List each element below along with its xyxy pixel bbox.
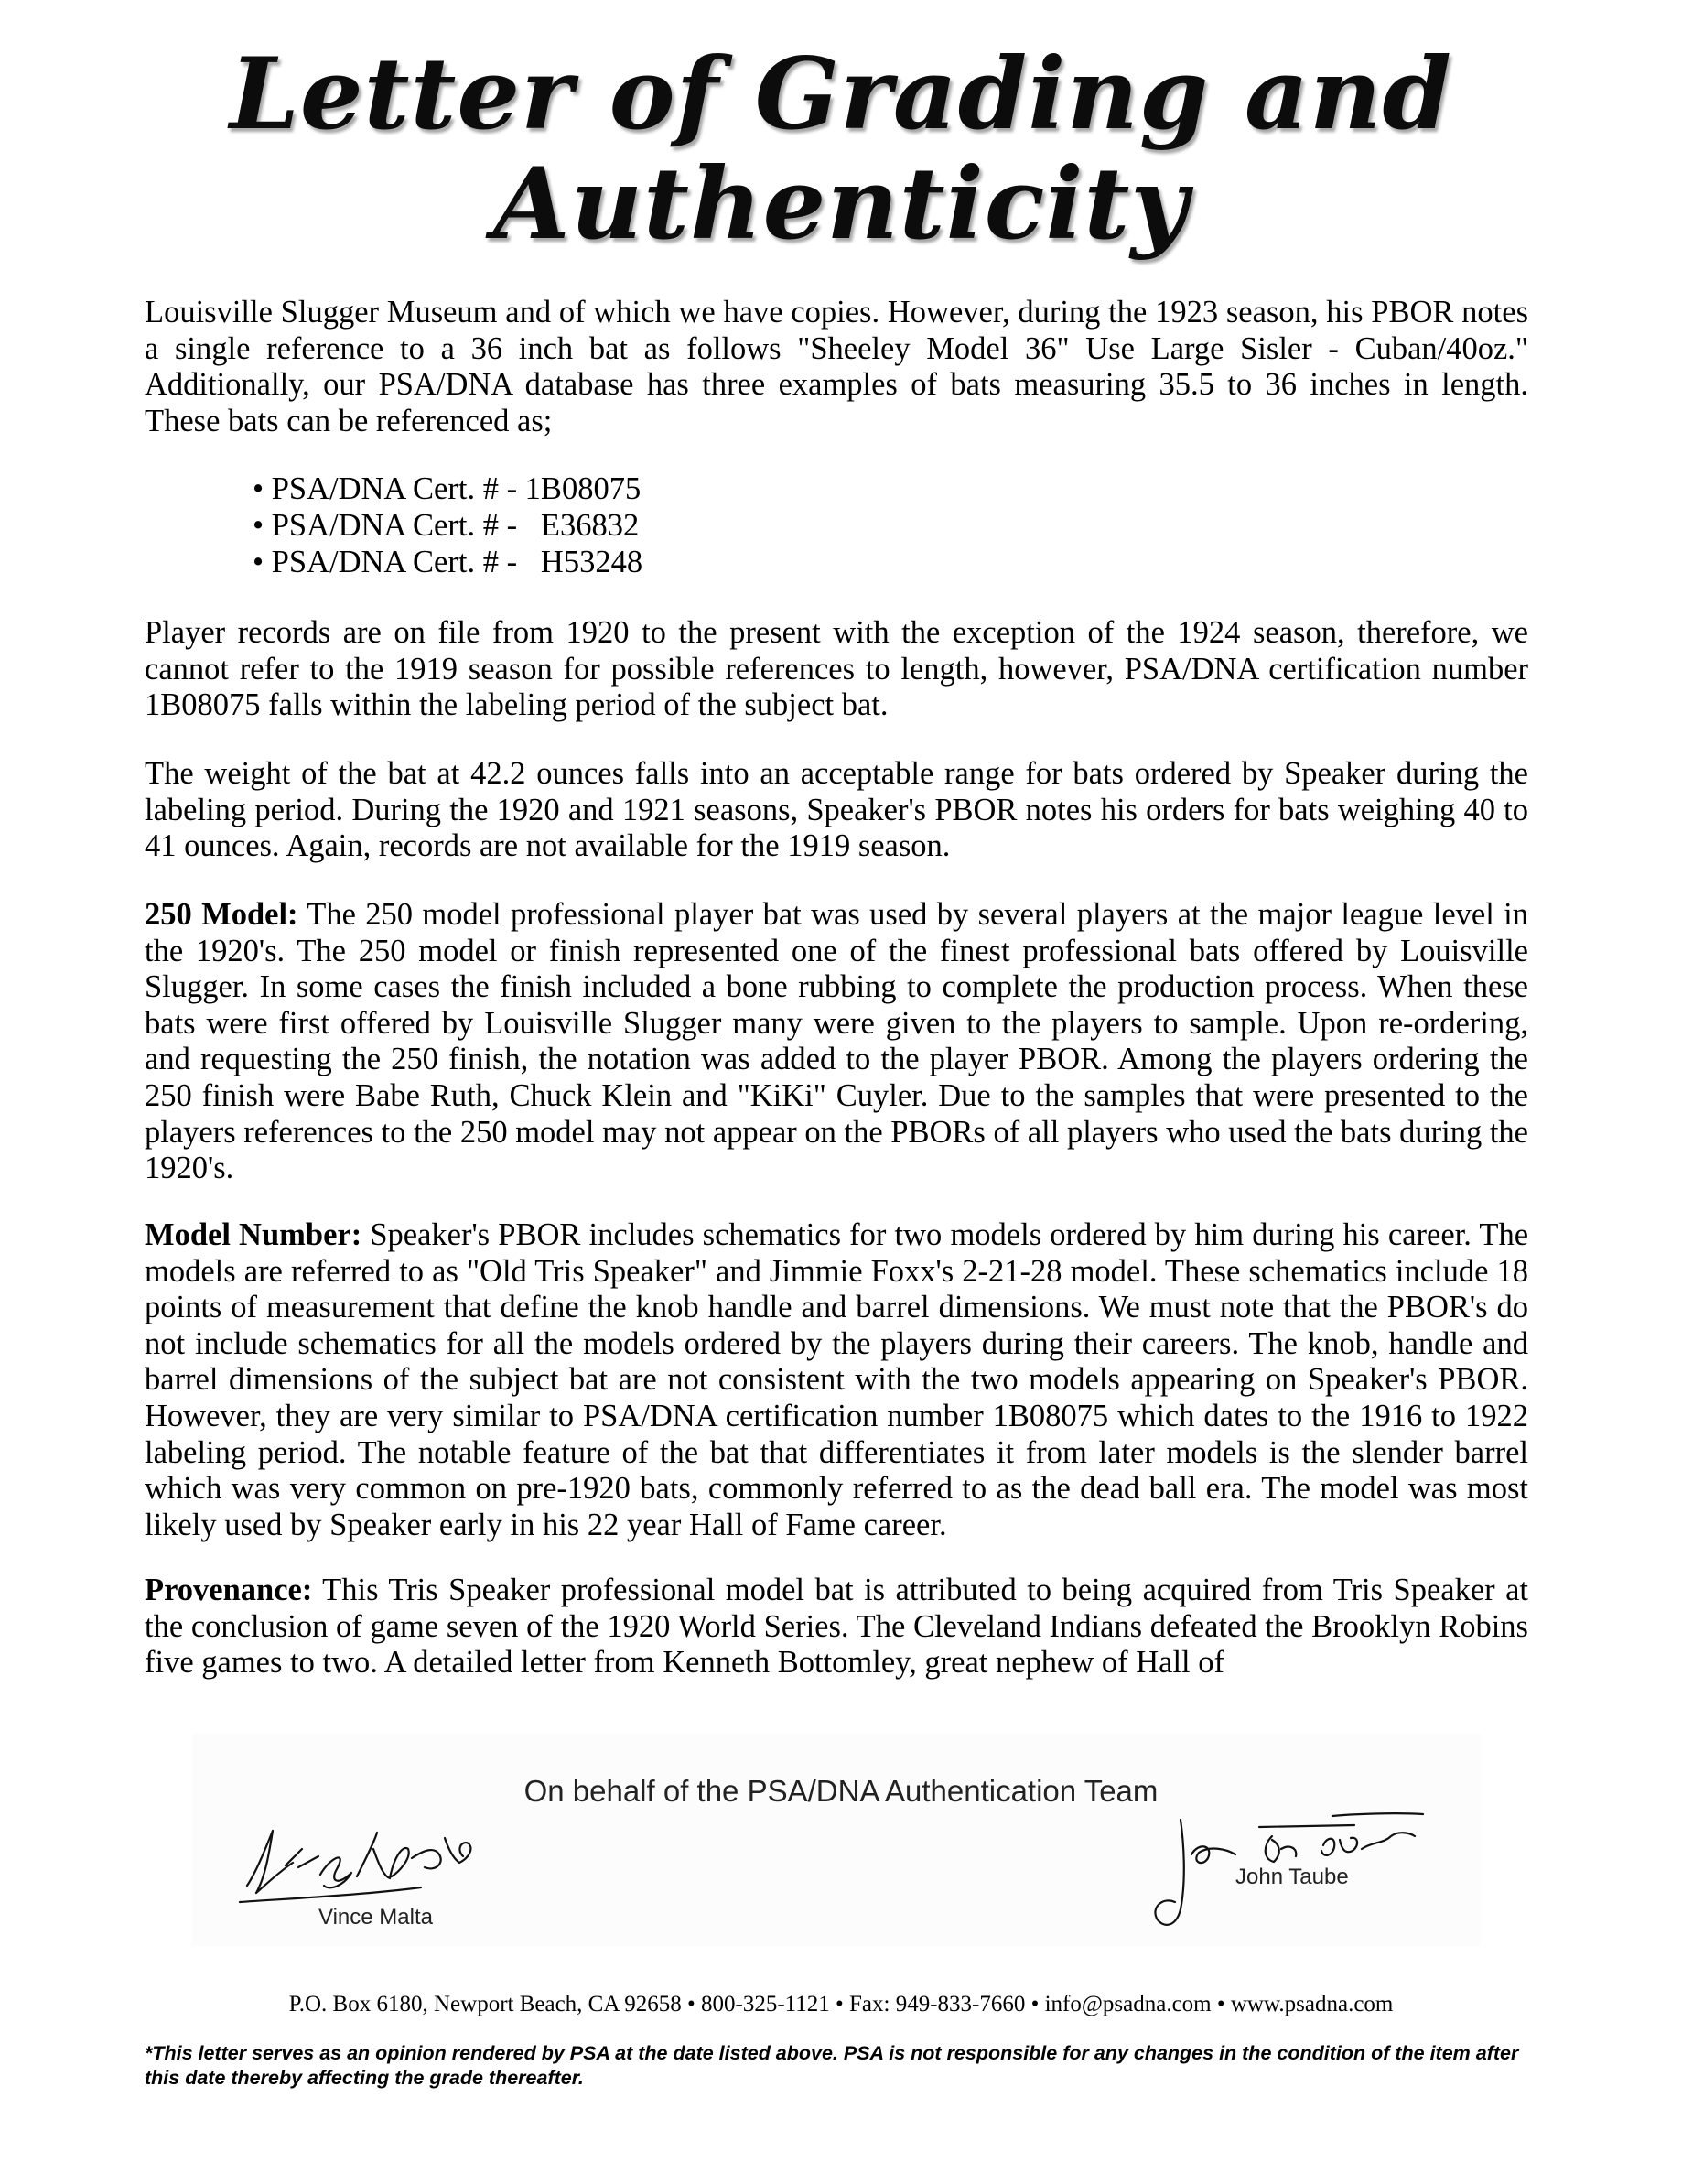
disclaimer: *This letter serves as an opinion rendered by PSA at the date listed above. PSA is not responsible for any changes in the condition of the item after this date thereby affecting the grade thereafter. [145, 2042, 1519, 2089]
cert-number-list [253, 470, 642, 580]
provenance-text: This Tris Speaker professional model bat is attributed to being acquired from Tris Speaker at the conclusion of game seven of the 1920 World Series. The Cleveland Indians defeated the Brooklyn Robins five games to two. A detailed letter from Kenneth Bottomley, great nephew of Hall of [145, 1573, 1528, 1681]
weight-paragraph: The weight of the bat at 42.2 ounces falls into an acceptable range for bats ordered by Speaker during the labeling period. During the 1920 and 1921 seasons, Speaker's PBOR notes his orders for bats weighing 40 to 41 ounces. Again, records are not available for the 1919 season. [145, 756, 1528, 864]
provenance-paragraph [145, 1573, 1528, 1681]
model-250-heading: 250 Model: [145, 897, 298, 932]
letter-title-line-2: Authenticity [492, 146, 1190, 262]
model-250-paragraph [145, 897, 1528, 1187]
letter-title-line-1: Letter of Grading and [229, 37, 1453, 152]
vince-malta-signature [229, 1822, 494, 1913]
intro-paragraph: Louisville Slugger Museum and of which we have copies. However, during the 1923 season, his PBOR notes a single reference to a 36 inch bat as follows "Sheeley Model 36" Use Large Sisler - Cuban/40oz." Additionally, our PSA/DNA database has three examples of bats measuring 35.5 to 36 inches in length. These bats can be referenced as; [145, 295, 1528, 438]
player-records-paragraph: Player records are on file from 1920 to the present with the exception of the 1924 season, therefore, we cannot refer to the 1919 season for possible references to length, however, PSA/DNA certification number 1B08075 falls within the labeling period of the subject bat. [145, 615, 1528, 723]
right-signer-name: John Taube [1235, 1865, 1349, 1889]
model-number-paragraph [145, 1217, 1528, 1543]
left-signer-name: Vince Malta [318, 1905, 433, 1930]
model-number-heading: Model Number: [145, 1217, 362, 1252]
footer-address: P.O. Box 6180, Newport Beach, CA 92658 • 800-325-1121 • Fax: 949-833-7660 • info@psadna.com • www.psadna.com [288, 1992, 1394, 2016]
list-item: • PSA/DNA Cert. # - 1B08075 [253, 471, 642, 506]
provenance-heading: Provenance: [145, 1573, 313, 1607]
list-item: • PSA/DNA Cert. # - H53248 [253, 545, 643, 579]
model-250-text: The 250 model professional player bat was used by several players at the major league level in the 1920's. The 250 model or finish represented one of the finest professional bats offered by Louisville Slugger. In some cases the finish included a bone rubbing to complete the production process. When these bats were first offered by Louisville Slugger many were given to the players to sample. Upon re-ordering, and requesting the 250 finish, the notation was added to the player PBOR. Among the players ordering the 250 finish were Babe Ruth, Chuck Klein and "KiKi" Cuyler. Due to the samples that were presented to the players references to the 250 model may not appear on the PBORs of all players who used the bats during the 1920's. [145, 897, 1528, 1186]
behalf-line: On behalf of the PSA/DNA Authentication Team [523, 1774, 1159, 1808]
list-item: • PSA/DNA Cert. # - E36832 [253, 508, 640, 543]
model-number-text: Speaker's PBOR includes schematics for two models ordered by him during his career. The models are referred to as "Old Tris Speaker" and Jimmie Foxx's 2-21-28 model. These schematics include 18 points of measurement that define the knob handle and barrel dimensions. We must note that the PBOR's do not include schematics for all the models ordered by the players during their careers. The knob, handle and barrel dimensions of the subject bat are not consistent with the two models appearing on Speaker's PBOR. However, they are very similar to PSA/DNA certification number 1B08075 which dates to the 1916 to 1922 labeling period. The notable feature of the bat that differentiates it from later models is the slender barrel which was very common on pre-1920 bats, commonly referred to as the dead ball era. The model was most likely used by Speaker early in his 22 year Hall of Fame career. [145, 1217, 1529, 1542]
